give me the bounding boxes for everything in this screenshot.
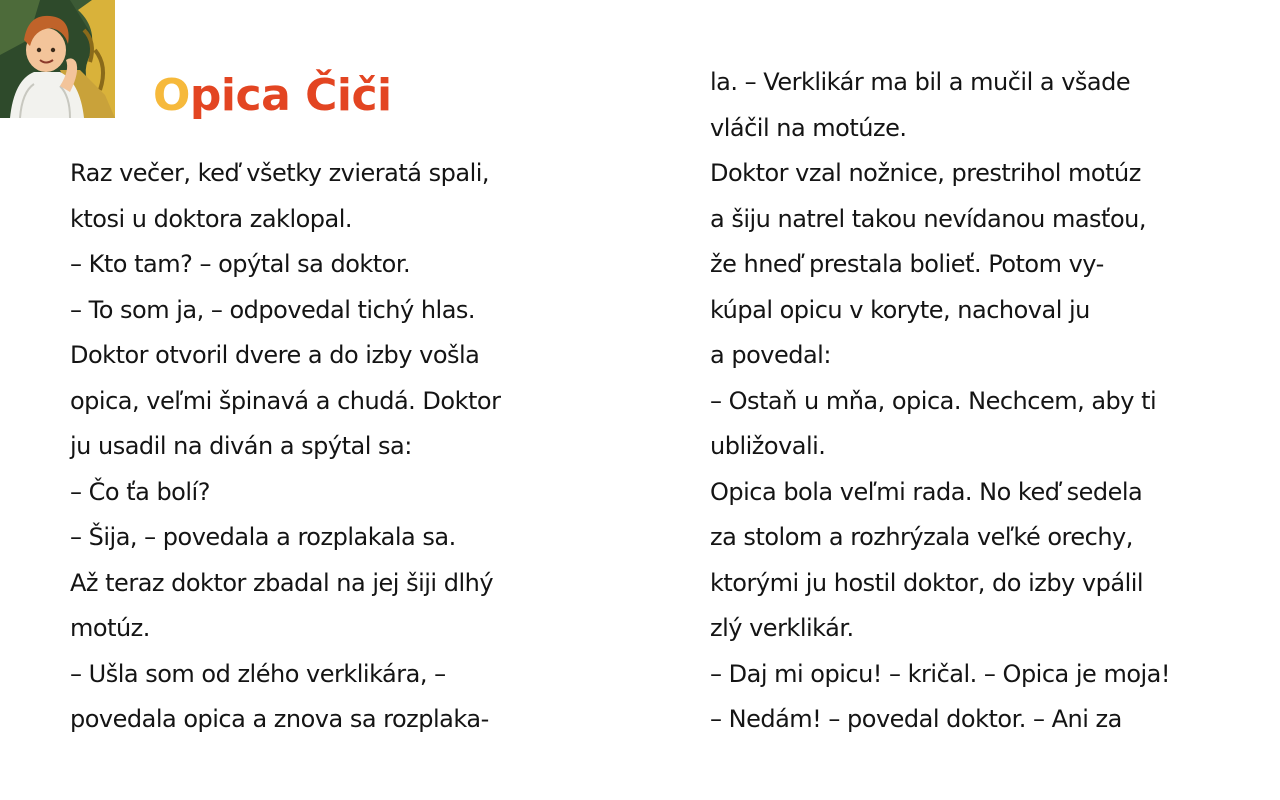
text-line: motúz.	[70, 614, 150, 642]
text-line: Opica bola veľmi rada. No keď sedela	[710, 477, 1143, 506]
text-line: – Daj mi opicu! – kričal. – Opica je moja!	[710, 659, 1170, 688]
text-line: Raz večer, keď všetky zvieratá spali,	[70, 159, 490, 187]
text-line: vláčil na motúze.	[710, 113, 907, 142]
doctor-illustration	[0, 0, 115, 118]
text-line: – Ušla som od zlého verklikára, –	[70, 659, 446, 688]
text-line: a šiju natrel takou nevídanou masťou,	[710, 204, 1146, 233]
text-line: zlý verklikár.	[710, 614, 854, 642]
text-line: – Čo ťa bolí?	[70, 477, 210, 506]
text-line: Doktor vzal nožnice, prestrihol motúz	[710, 159, 1141, 187]
text-line: povedala opica a znova sa rozplaka-	[70, 705, 489, 733]
text-line: – Ostaň u mňa, opica. Nechcem, aby ti	[710, 386, 1157, 415]
text-line: ubližovali.	[710, 432, 826, 460]
text-line: la. – Verklikár ma bil a mučil a všade	[710, 68, 1131, 96]
text-line: – To som ja, – odpovedal tichý hlas.	[70, 295, 476, 324]
text-line: ju usadil na diván a spýtal sa:	[70, 432, 412, 460]
text-line: ktosi u doktora zaklopal.	[70, 204, 353, 233]
text-line: – Nedám! – povedal doktor. – Ani za	[710, 705, 1122, 733]
text-line: opica, veľmi špinavá a chudá. Doktor	[70, 386, 501, 415]
text-line: a povedal:	[710, 341, 831, 369]
text-line: Až teraz doktor zbadal na jej šiji dlhý	[70, 568, 494, 597]
text-line: – Kto tam? – opýtal sa doktor.	[70, 250, 411, 278]
text-line: že hneď prestala bolieť. Potom vy-	[710, 250, 1104, 278]
text-line: Doktor otvoril dvere a do izby vošla	[70, 341, 480, 369]
text-line: kúpal opicu v koryte, nachoval ju	[710, 295, 1090, 324]
text-line: ktorými ju hostil doktor, do izby vpálil	[710, 568, 1144, 597]
text-line: – Šija, – povedala a rozplakala sa.	[70, 523, 456, 551]
story-title	[153, 66, 392, 126]
text-column-left	[70, 151, 630, 743]
text-line: za stolom a rozhrýzala veľké orechy,	[710, 523, 1133, 551]
title-initial: O	[153, 70, 190, 121]
text-column-right	[710, 60, 1270, 743]
title-rest: pica Čiči	[189, 70, 392, 121]
